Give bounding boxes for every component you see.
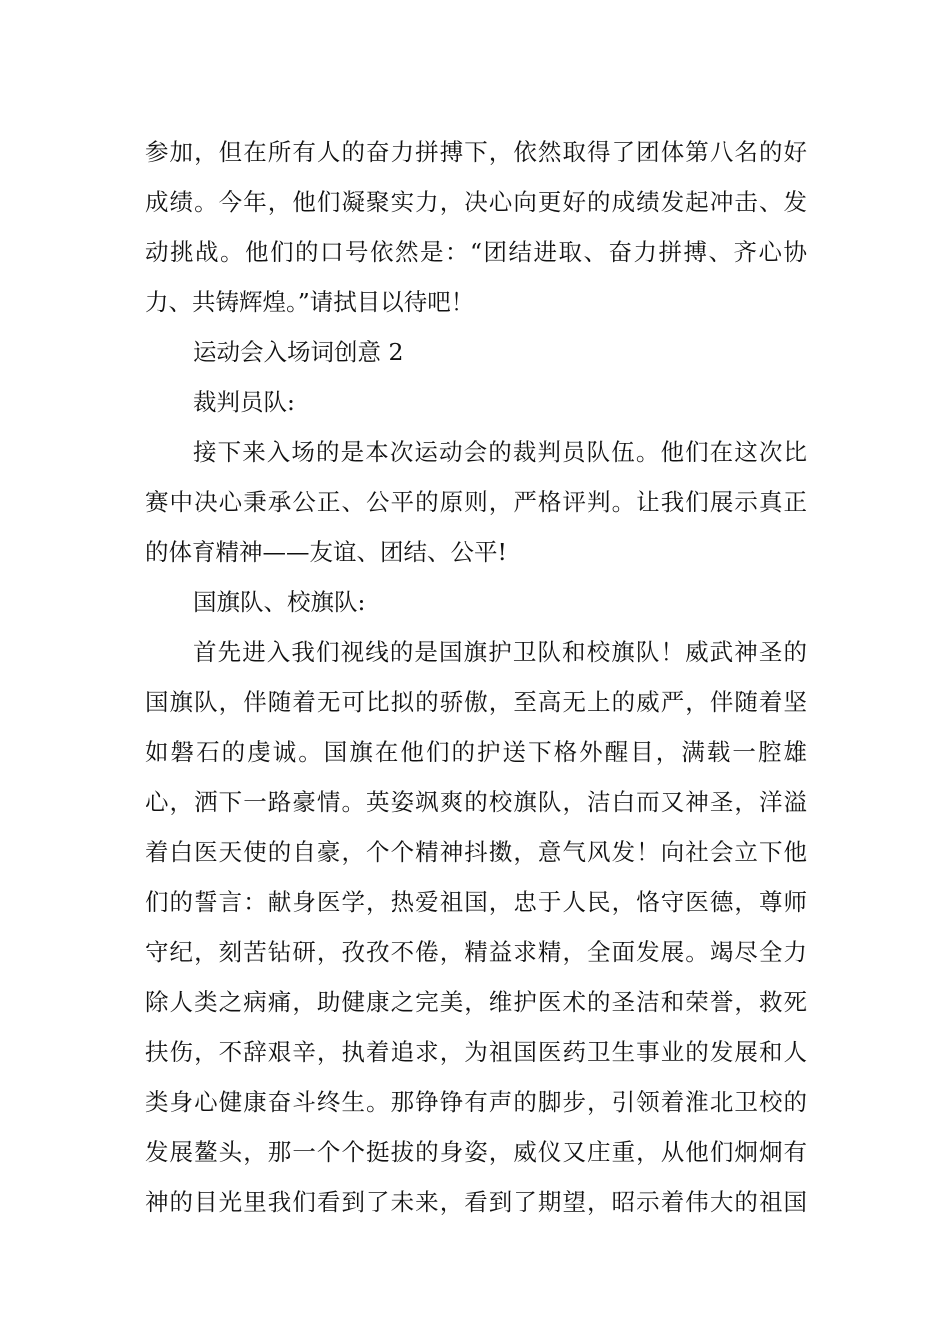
paragraph-line: 心，洒下一路豪情。英姿飒爽的校旗队，洁白而又神圣，洋溢	[145, 788, 807, 816]
paragraph-line: 除人类之病痛，助健康之完美，维护医术的圣洁和荣誉，救死	[145, 988, 807, 1016]
paragraph-line: 成绩。今年，他们凝聚实力，决心向更好的成绩发起冲击、发	[145, 188, 807, 216]
paragraph-line: 守纪，刻苦钻研，孜孜不倦，精益求精，全面发展。竭尽全力	[145, 938, 807, 966]
paragraph-line: 赛中决心秉承公正、公平的原则，严格评判。让我们展示真正	[145, 488, 807, 516]
paragraph-line: 参加，但在所有人的奋力拼搏下，依然取得了团体第八名的好	[145, 138, 807, 166]
paragraph-line: 首先进入我们视线的是国旗护卫队和校旗队！威武神圣的	[193, 638, 807, 666]
paragraph-line: 力、共铸辉煌。”请拭目以待吧！	[145, 288, 475, 316]
paragraph-line: 如磐石的虔诚。国旗在他们的护送下格外醒目，满载一腔雄	[145, 738, 807, 766]
paragraph-line: 动挑战。他们的口号依然是：“团结进取、奋力拼搏、齐心协	[145, 238, 807, 266]
paragraph-line: 类身心健康奋斗终生。那铮铮有声的脚步，引领着淮北卫校的	[145, 1088, 807, 1116]
paragraph-line: 神的目光里我们看到了未来，看到了期望，昭示着伟大的祖国	[145, 1188, 807, 1216]
subsection-heading: 裁判员队:	[193, 388, 295, 416]
paragraph-line: 扶伤，不辞艰辛，执着追求，为祖国医药卫生事业的发展和人	[145, 1038, 807, 1066]
paragraph-line: 发展鳌头，那一个个挺拔的身姿，威仪又庄重，从他们炯炯有	[145, 1138, 807, 1166]
paragraph-line: 的体育精神——友谊、团结、公平!	[145, 538, 507, 566]
paragraph-line: 接下来入场的是本次运动会的裁判员队伍。他们在这次比	[193, 438, 807, 466]
paragraph-line: 国旗队，伴随着无可比拟的骄傲，至高无上的威严，伴随着坚	[145, 688, 807, 716]
section-heading: 运动会入场词创意 2	[193, 338, 404, 366]
paragraph-line: 着白医天使的自豪，个个精神抖擞，意气风发！向社会立下他	[145, 838, 807, 866]
paragraph-line: 们的誓言：献身医学，热爱祖国，忠于人民，恪守医德，尊师	[145, 888, 807, 916]
subsection-heading: 国旗队、校旗队:	[193, 588, 366, 616]
